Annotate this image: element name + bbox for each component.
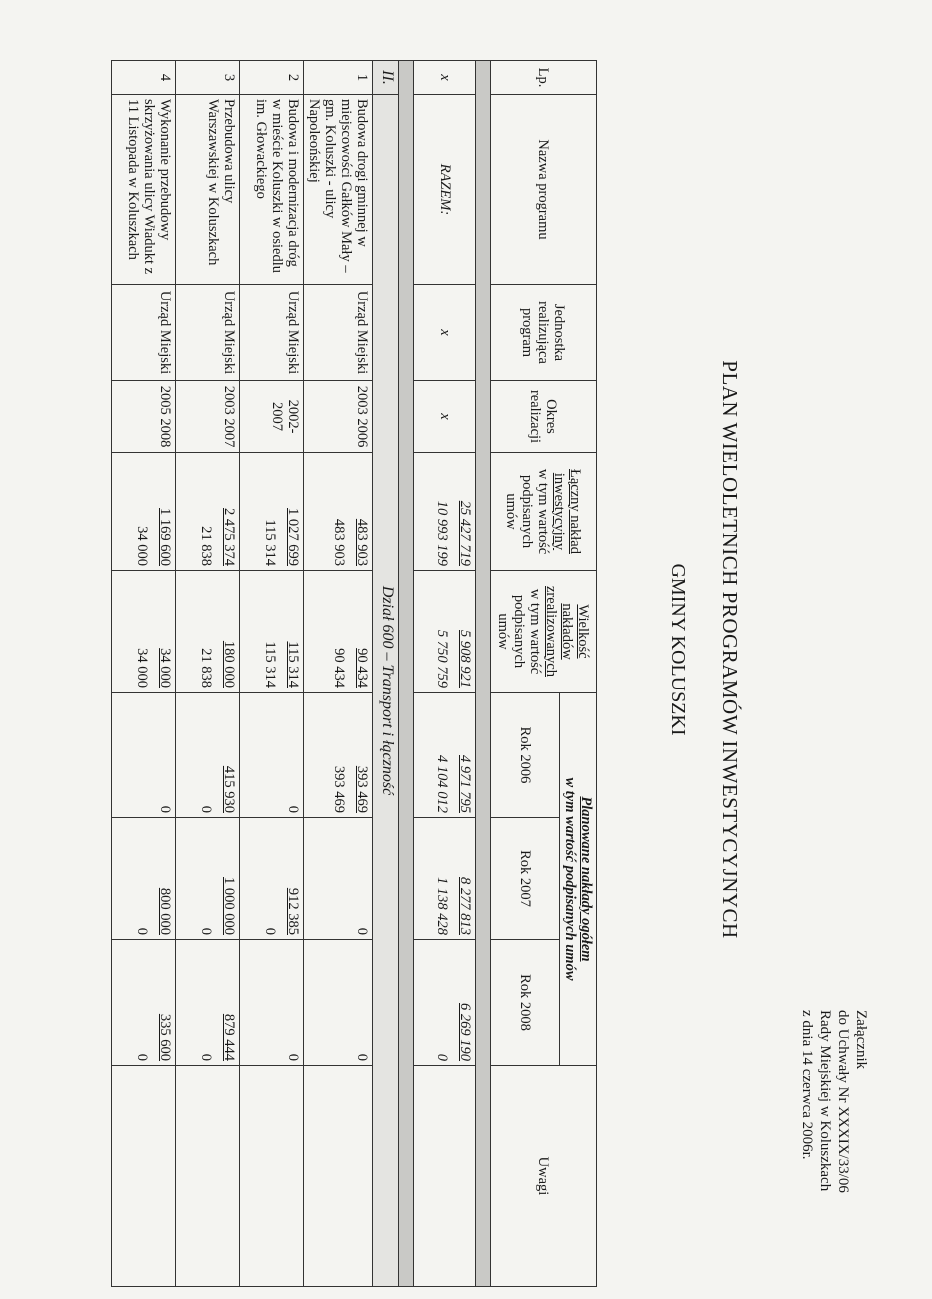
value: 8 277 813 [457,877,473,935]
total-name: RAZEM: [414,95,476,285]
value-contract: 115 314 [262,641,278,688]
row-notes [304,1066,373,1287]
header-planned-b: w tym wartość podpisanych umów [562,777,578,981]
row-done [176,571,240,693]
value: 800 000 [157,887,173,935]
header-done-b: w tym wartość podpisanych umów [495,588,544,675]
row-done [240,571,304,693]
header-name: Nazwa programu [491,95,597,285]
program-row [176,61,240,1287]
row-unit: Urząd Miejski [112,285,176,381]
header-total-b: w tym wartość podpisanych umów [503,468,552,555]
row-2007 [304,818,373,940]
value: 6 269 190 [457,1003,473,1062]
row-name: Budowa drogi gminnej w miejscowości Gałków Mały – gm. Koluszki - ulicy Napoleońskiej [304,95,373,285]
row-notes [112,1066,176,1287]
attachment-line: Załącznik [853,1010,869,1070]
row-2008 [112,940,176,1066]
value-contract: 21 838 [198,526,214,566]
row-period: 2005 2008 [112,381,176,453]
value: 415 930 [221,765,237,813]
value-contract: 34 000 [134,526,150,566]
row-unit: Urząd Miejski [176,285,240,381]
row-total [176,453,240,571]
spacer-row [399,61,414,1287]
attachment-line: z dnia 14 czerwca 2006r. [799,1010,815,1160]
value: 393 469 [354,765,370,813]
value-contract: 0 [134,1053,150,1062]
total-period: x [414,381,476,453]
row-total [304,453,373,571]
row-2006 [176,693,240,818]
row-2008 [240,940,304,1066]
value-contract: 5 750 759 [434,630,450,688]
total-2006 [414,693,476,818]
row-2007 [240,818,304,940]
value: 115 314 [285,641,301,688]
row-lp: 1 [304,61,373,95]
header-done [491,571,597,693]
row-total [112,453,176,571]
value-contract: 10 993 199 [434,500,450,566]
row-total [240,453,304,571]
row-unit: Urząd Miejski [240,285,304,381]
row-notes [240,1066,304,1287]
row-2006 [112,693,176,818]
header-unit: Jednostka realizująca program [491,285,597,381]
value-contract: 90 434 [331,648,347,688]
row-done [304,571,373,693]
value: 879 444 [221,1013,237,1062]
value-contract: 4 104 012 [434,755,450,813]
value-contract: 0 [198,927,214,935]
row-lp: 2 [240,61,304,95]
value-contract: 0 [434,1053,450,1062]
header-2006: Rok 2006 [491,693,560,818]
header-2007: Rok 2007 [491,818,560,940]
total-notes [414,1066,476,1287]
row-name: Przebudowa ulicy Warszawskiej w Koluszkach [176,95,240,285]
attachment-line: do Uchwały Nr XXXIX/33/06 [835,1010,851,1193]
row-lp: 4 [112,61,176,95]
value-contract: 21 838 [198,648,214,688]
row-2007 [112,818,176,940]
header-row [560,61,597,1287]
value: 1 027 699 [285,508,301,566]
value: 1 169 600 [157,508,173,566]
section-title: Dział 600 – Transport i łączność [373,95,399,1287]
header-planned-a: Planowane nakłady ogółem [578,796,594,962]
section-number: II. [373,61,399,95]
value-contract: 0 [198,1053,214,1062]
value: 2 475 374 [221,508,237,566]
value: 1 000 000 [221,877,237,935]
row-notes [176,1066,240,1287]
value-contract: 1 138 428 [434,877,450,935]
value-contract: 0 [262,927,278,935]
header-total-a: Łączny nakład inwestycyjny [551,469,584,554]
attachment-line: Rady Miejskiej w Koluszkach [817,1010,833,1192]
value-contract: 0 [134,927,150,935]
header-total [491,453,597,571]
spacer-row [476,61,491,1287]
value: 5 908 921 [457,630,473,688]
row-2008 [176,940,240,1066]
row-name: Wykonanie przebudowy skrzyżowania ulicy Wiadukt z 11 Listopada w Koluszkach [112,95,176,285]
program-row [112,61,176,1287]
document-subtitle: GMINY KOLUSZKI [667,563,689,736]
row-done [112,571,176,693]
section-row [373,61,399,1287]
header-done-a: Wielkość nakładów zrealizowanych [543,586,592,677]
value: 0 [285,1053,301,1062]
value: 335 600 [157,1013,173,1062]
attachment-note [798,1010,870,1193]
program-row [304,61,373,1287]
row-unit: Urząd Miejski [304,285,373,381]
spacer-cell [476,61,491,1287]
program-row [240,61,304,1287]
value: 34 000 [157,648,173,688]
header-lp: Lp. [491,61,597,95]
value-contract: 393 469 [331,765,347,813]
value: 0 [157,805,173,813]
value: 0 [285,805,301,813]
row-period: 2003 2006 [304,381,373,453]
total-2008 [414,940,476,1066]
header-2008: Rok 2008 [491,940,560,1066]
value-contract: 483 903 [331,518,347,566]
document-title: PLAN WIELOLETNICH PROGRAMÓW INWESTYCYJNYCH [718,360,742,939]
header-period: Okres realizacji [491,381,597,453]
row-2008 [304,940,373,1066]
value: 912 385 [285,887,301,935]
total-row [414,61,476,1287]
row-2007 [176,818,240,940]
header-notes: Uwagi [491,1066,597,1287]
value: 483 903 [354,518,370,566]
investment-plan-table [111,60,597,1287]
value: 4 971 795 [457,755,473,813]
row-2006 [304,693,373,818]
value-contract: 115 314 [262,519,278,566]
total-lp: x [414,61,476,95]
value-contract: 34 000 [134,648,150,688]
total-2007 [414,818,476,940]
value: 180 000 [221,640,237,688]
value: 90 434 [354,648,370,688]
spacer-cell [399,61,414,1287]
value: 0 [354,1053,370,1062]
total-unit: x [414,285,476,381]
header-planned [560,693,597,1066]
value-contract: 0 [198,805,214,813]
total-total [414,453,476,571]
row-period: 2003 2007 [176,381,240,453]
program-rows [112,61,373,1287]
total-done [414,571,476,693]
row-lp: 3 [176,61,240,95]
value: 25 427 719 [457,500,473,566]
row-name: Budowa i modernizacja dróg w mieście Koluszki w osiedlu im. Głowackiego [240,95,304,285]
row-2006 [240,693,304,818]
row-period: 2002- 2007 [240,381,304,453]
value: 0 [354,927,370,935]
